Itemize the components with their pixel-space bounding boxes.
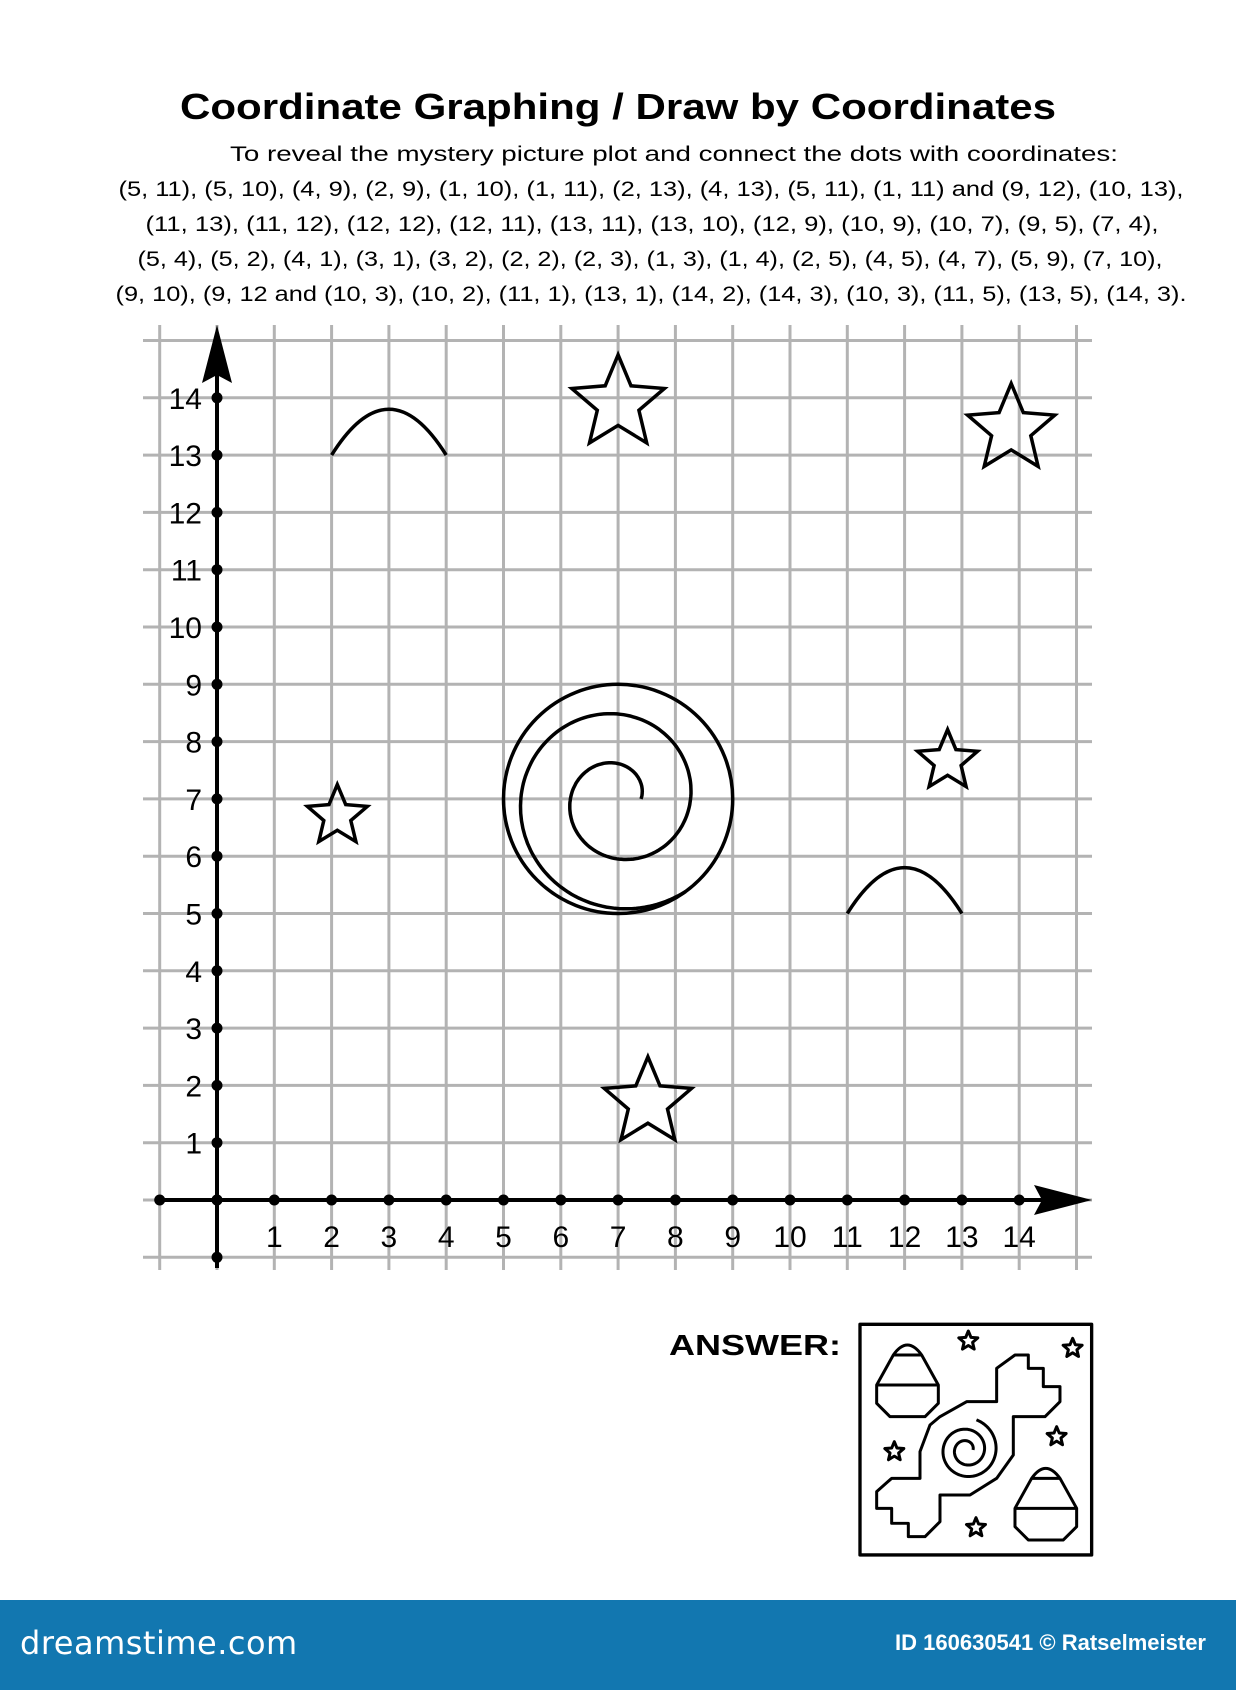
star-icon (307, 785, 367, 842)
y-axis-dot (212, 851, 223, 862)
x-axis-arrow-icon (1034, 1185, 1092, 1215)
x-tick-label: 14 (1002, 1221, 1036, 1254)
x-axis-dot (785, 1195, 796, 1206)
x-axis-dot (842, 1195, 853, 1206)
y-axis-arrow-icon (202, 325, 232, 383)
y-axis-dot (212, 1137, 223, 1148)
instruction-line: (5, 11), (5, 10), (4, 9), (2, 9), (1, 10), (1, 11), (2, 13), (4, 13), (5, 11), (1, 11) and (9, 12), (10, 13), (118, 178, 1184, 201)
x-axis-dot (326, 1195, 337, 1206)
answer-star-icon (1063, 1338, 1082, 1356)
answer-star-icon (885, 1442, 904, 1460)
y-axis-dot (212, 965, 223, 976)
y-axis-dot (212, 736, 223, 747)
puzzle-shapes (307, 355, 1054, 1140)
x-tick-label: 7 (609, 1221, 627, 1254)
y-axis-dot (212, 1195, 223, 1206)
x-tick-label: 10 (773, 1221, 807, 1254)
image-credit: ID 160630541 © Ratselmeister (895, 1630, 1206, 1655)
x-axis-dot (613, 1195, 624, 1206)
y-axis-dot (212, 679, 223, 690)
x-axis-dot (670, 1195, 681, 1206)
x-tick-label: 8 (667, 1221, 684, 1254)
x-tick-label: 13 (945, 1221, 979, 1254)
y-tick-label: 5 (185, 898, 202, 932)
y-tick-label: 3 (185, 1013, 202, 1047)
instruction-line: (11, 13), (11, 12), (12, 12), (12, 11), (13, 11), (13, 10), (12, 9), (10, 9), (10, 7), (9, 5), (7, 4), (145, 213, 1159, 236)
x-axis-dot (441, 1195, 452, 1206)
footer-bar (0, 1600, 1236, 1690)
y-tick-label: 14 (168, 382, 202, 416)
y-tick-label: 6 (185, 841, 202, 875)
x-axis-dot (154, 1195, 165, 1206)
x-tick-label: 6 (552, 1221, 570, 1254)
y-tick-label: 1 (185, 1127, 202, 1161)
y-axis-dot (212, 507, 223, 518)
y-axis-dot (212, 622, 223, 633)
answer-star-icon (959, 1331, 978, 1349)
x-tick-label: 1 (265, 1221, 283, 1254)
x-tick-label: 12 (887, 1221, 922, 1254)
y-axis-dot (212, 1080, 223, 1091)
x-tick-label: 4 (437, 1221, 455, 1254)
answer-candy-corn (877, 1345, 939, 1417)
y-tick-label: 11 (170, 554, 202, 588)
grid-lines (143, 325, 1092, 1270)
x-axis-dot (383, 1195, 394, 1206)
y-tick-label: 12 (168, 497, 202, 531)
x-tick-label: 3 (380, 1221, 398, 1254)
y-axis-dot (212, 1252, 223, 1263)
x-tick-label: 11 (831, 1221, 863, 1254)
y-axis-dot (212, 908, 223, 919)
answer-candy-corn (1015, 1468, 1077, 1540)
y-axis-dot (212, 450, 223, 461)
x-tick-label: 9 (724, 1221, 742, 1254)
y-tick-label: 9 (185, 669, 202, 703)
answer-picture (860, 1324, 1092, 1555)
answer-star-icon (966, 1518, 985, 1536)
answer-stars (885, 1331, 1082, 1536)
y-tick-label: 7 (185, 783, 202, 817)
x-tick-label: 2 (323, 1221, 340, 1254)
x-tick-label: 5 (495, 1221, 512, 1254)
x-axis-dot (498, 1195, 509, 1206)
x-axis-dot (956, 1195, 967, 1206)
x-axis-dot (269, 1195, 280, 1206)
star-icon (918, 730, 978, 787)
x-axis-dot (727, 1195, 738, 1206)
y-tick-label: 10 (168, 612, 202, 645)
answer-label: ANSWER: (669, 1330, 841, 1362)
y-axis-dot (212, 392, 223, 403)
y-tick-label: 8 (185, 726, 202, 760)
y-axis-dot (212, 793, 223, 804)
instruction-line: (5, 4), (5, 2), (4, 1), (3, 1), (3, 2), (2, 2), (2, 3), (1, 3), (1, 4), (2, 5), (4, 5), (4, 7), (5, 9), (7, 10), (137, 248, 1163, 271)
x-axis-dot (899, 1195, 910, 1206)
y-axis-dot (212, 1023, 223, 1034)
instruction-line: To reveal the mystery picture plot and connect the dots with coordinates: (230, 143, 1118, 166)
answer-spiral (943, 1420, 996, 1477)
instruction-line: (9, 10), (9, 12 and (10, 3), (10, 2), (11, 1), (13, 1), (14, 2), (14, 3), (10, 3), (11, 5), (13, 5), (14, 3). (115, 283, 1187, 306)
y-tick-label: 13 (168, 440, 202, 474)
x-axis-dot (1014, 1195, 1025, 1206)
worksheet-title: Coordinate Graphing / Draw by Coordinates (180, 86, 1056, 127)
x-axis-dot (555, 1195, 566, 1206)
y-axis-dot (212, 564, 223, 575)
brand-logo[interactable]: dreamstime.com (20, 1624, 298, 1662)
answer-star-icon (1047, 1427, 1066, 1445)
y-tick-label: 4 (185, 955, 202, 989)
y-tick-label: 2 (185, 1070, 202, 1104)
